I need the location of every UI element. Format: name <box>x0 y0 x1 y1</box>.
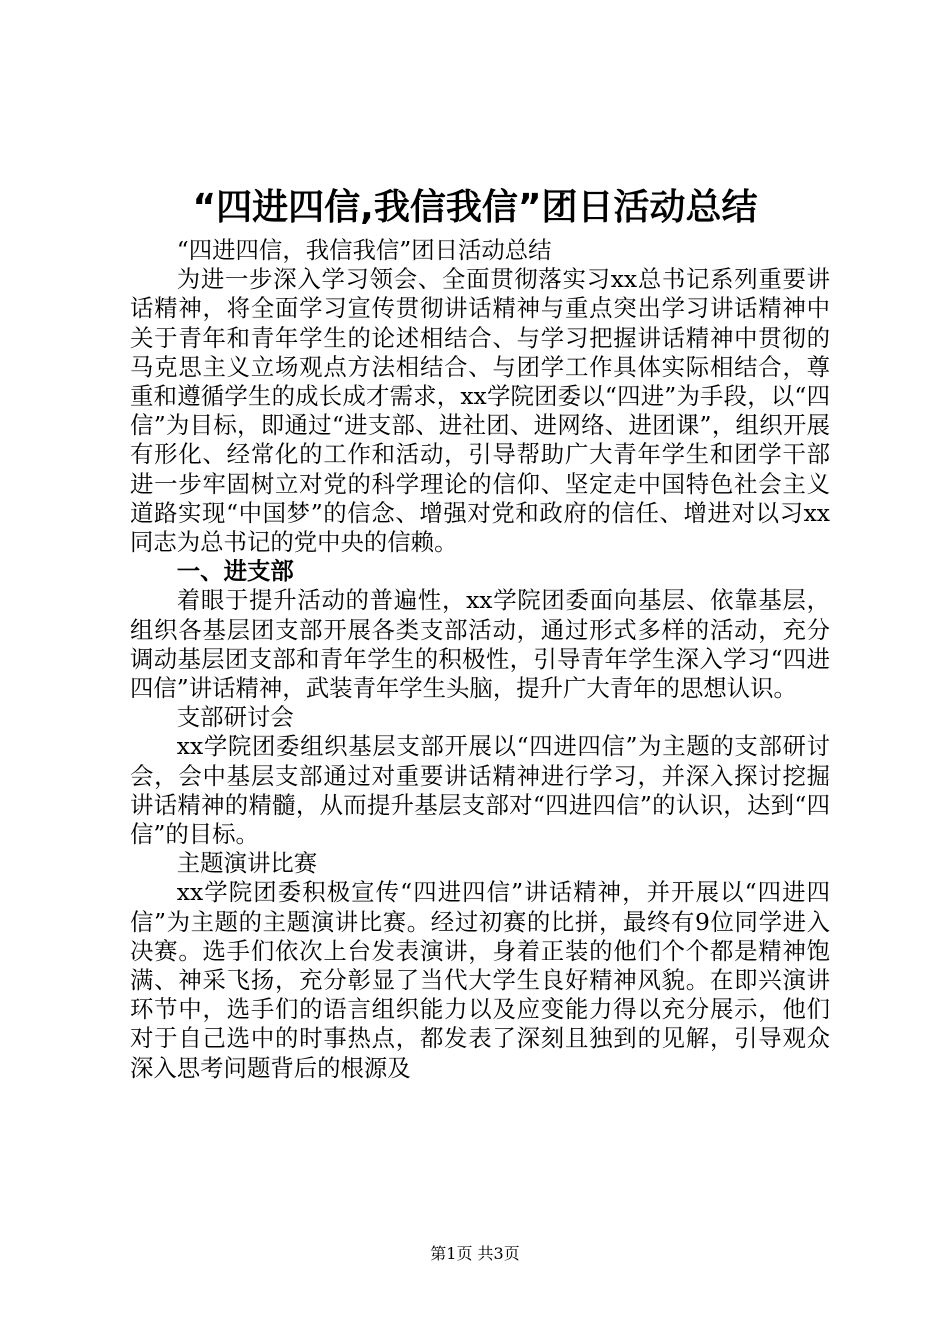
speech-contest-paragraph: xx学院团委积极宣传“四进四信”讲话精神，并开展以“四进四信”为主题的主题演讲比赛。经过初赛的比拼，最终有9位同学进入决赛。选手们依次上台发表演讲，身着正装的他们个个都是精神饱满、神采飞扬，充分彰显了当代大学生良好精神风貌。在即兴演讲环节中，选手们的语言组织能力以及应变能力得以充分展示，他们对于自己选中的时事热点，都发表了深刻且独到的见解，引导观众深入思考问题背后的根源及 <box>130 878 830 1082</box>
document-title: “四进四信,我信我信”团日活动总结 <box>192 187 758 228</box>
subheading-speech-contest: 主题演讲比赛 <box>176 849 318 878</box>
section-heading-branch: 一、进支部 <box>176 557 294 586</box>
seminar-paragraph: xx学院团委组织基层支部开展以“四进四信”为主题的支部研讨会，会中基层支部通过对重要讲话精神进行学习，并深入探讨挖掘讲话精神的精髓，从而提升基层支部对“四进四信”的认识，达到“四信”的目标。 <box>130 732 830 849</box>
subheading-seminar: 支部研讨会 <box>176 703 294 732</box>
branch-paragraph: 着眼于提升活动的普遍性，xx学院团委面向基层、依靠基层，组织各基层团支部开展各类支部活动，通过形式多样的活动，充分调动基层团支部和青年学生的积极性，引导青年学生深入学习“四进四信”讲话精神，武装青年学生头脑，提升广大青年的思想认识。 <box>130 586 830 703</box>
subtitle-paragraph: “四进四信，我信我信”团日活动总结 <box>176 236 552 264</box>
intro-paragraph: 为进一步深入学习领会、全面贯彻落实习xx总书记系列重要讲话精神，将全面学习宣传贯彻讲话精神与重点突出学习讲话精神中关于青年和青年学生的论述相结合、与学习把握讲话精神中贯彻的马克思主义立场观点方法相结合、与团学工作具体实际相结合，尊重和遵循学生的成长成才需求，xx学院团委以“四进”为手段，以“四信”为目标，即通过“进支部、进社团、进网络、进团课”，组织开展有形化、经常化的工作和活动，引导帮助广大青年学生和团学干部进一步牢固树立对党的科学理论的信仰、坚定走中国特色社会主义道路实现“中国梦”的信念、增强对党和政府的信任、增进对以习xx同志为总书记的党中央的信赖。 <box>130 265 830 557</box>
page-footer: 第1页 共3页 <box>430 1244 520 1263</box>
document-body <box>130 236 830 1083</box>
